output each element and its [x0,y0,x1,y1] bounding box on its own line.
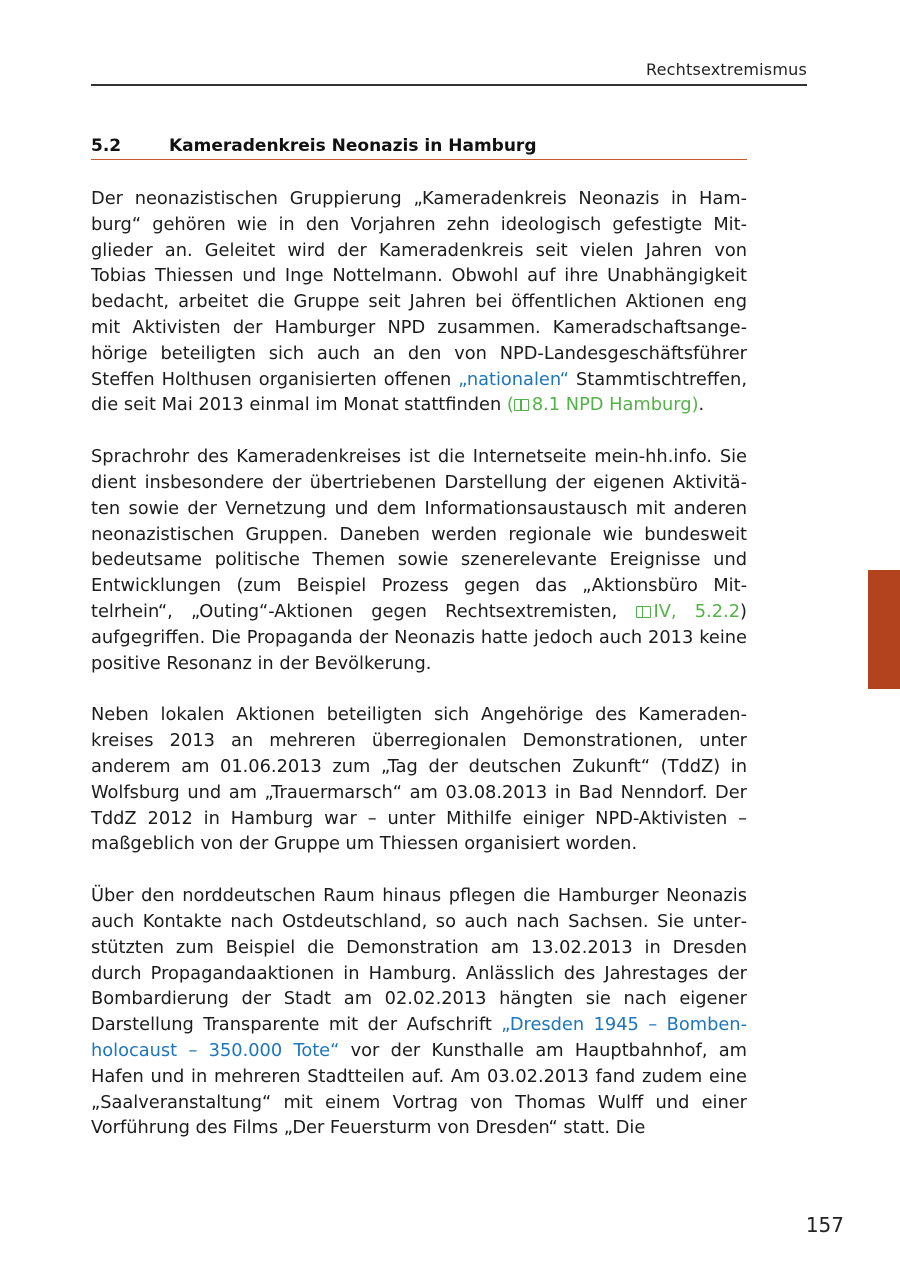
page-number: 157 [805,1213,844,1237]
ref-bracket: ( [506,394,514,416]
section-title: Kameradenkreis Neonazis in Hamburg [169,136,537,156]
paragraph-1 [91,186,747,418]
paragraph-text: ) aufgegriffen. Die Propaganda der Neonazis hatte jedoch auch 2013 keine positive Resonanz in der Bevölkerung. [91,600,747,674]
book-icon [514,399,529,411]
book-icon [636,606,651,618]
section-number: 5.2 [91,136,122,156]
paragraph-text: Der neonazistischen Gruppierung „Kameradenkreis Neonazis in Hamburg“ gehören wie in den Vorjahren zehn ideologisch gefestigte Mitglieder an. Geleitet wird der Kameradenkreis seit vielen Jahren von Tobias Thiessen und Inge Nottelmann. Obwohl auf ihre Unabhängigkeit bedacht, arbeitet die Gruppe seit Jahren bei öffentlichen Aktionen eng mit Aktivisten der Hamburger NPD zusammen. Kameradschaftsangehörige beteiligten sich auch an den von NPD-Landesgeschäftsführer Steffen Holthusen organisierten offenen [91,188,747,390]
paragraph-4 [91,883,747,1141]
chapter-thumb-tab [868,570,900,689]
paragraph-3 [91,702,747,857]
ref-label: 8.1 NPD Hamburg) [531,394,699,416]
paragraph-2 [91,444,747,676]
section-heading [91,136,747,156]
running-head: Rechtsextremismus [646,60,807,79]
quote-nationalen: „nationalen“ [458,368,570,390]
quote-dresden-banner: „Dresden 1945 – Bombenholocaust – 350.000 Tote“ [91,1014,747,1061]
header-divider [91,84,807,86]
paragraph-text: . [698,394,705,416]
cross-reference-iv-5-2-2[interactable] [636,601,741,622]
body-text [91,186,747,1167]
paragraph-text: Sprachrohr des Kameradenkreises ist die Internetseite mein-hh.info. Sie dient insbesondere der übertriebenen Darstellung der eigenen Aktivitäten sowie der Vernetzung und dem Informationsaustausch mit anderen neonazistischen Gruppen. Daneben werden regionale wie bundesweit bedeutsame politische Themen sowie szenerelevante Ereignisse und Entwicklungen (zum Beispiel Prozess gegen das „Aktionsbüro Mittelrhein“, „Outing“-Aktionen gegen Rechtsextremisten, [91,446,747,622]
section-divider [91,159,747,160]
cross-reference-npd-hamburg[interactable] [507,394,699,415]
paragraph-text: Neben lokalen Aktionen beteiligten sich Angehörige des Kameradenkreises 2013 an mehreren überregionalen Demonstrationen, unter anderem am 01.06.2013 zum „Tag der deutschen Zukunft“ (TddZ) in Wolfsburg und am „Trauermarsch“ am 03.08.2013 in Bad Nenndorf. Der TddZ 2012 in Hamburg war – unter Mithilfe einiger NPD-Aktivisten – maßgeblich von der Gruppe um Thiessen organisiert worden. [91,704,747,855]
paragraph-text: vor der Kunsthalle am Hauptbahnhof, am Hafen und in mehreren Stadtteilen auf. Am 03.02.2013 fand zudem eine „Saalveranstaltung“ mit einem Vortrag von Thomas Wulff und einer Vorführung des Films „Der Feuersturm von Dresden“ statt. Die [91,1039,747,1139]
paragraph-text: Über den norddeutschen Raum hinaus pflegen die Hamburger Neonazis auch Kontakte nach Ostdeutschland, so auch nach Sachsen. Sie unterstützten zum Beispiel die Demonstration am 13.02.2013 in Dresden durch Propagandaaktionen in Hamburg. Anlässlich des Jahrestages der Bombardierung der Stadt am 02.02.2013 hängten sie nach eigener Darstellung Transparente mit der Aufschrift [91,885,747,1036]
ref-label: IV, 5.2.2 [653,600,741,622]
paragraph-text: Stammtischtreffen, die seit Mai 2013 einmal im Monat stattfinden [91,368,747,416]
